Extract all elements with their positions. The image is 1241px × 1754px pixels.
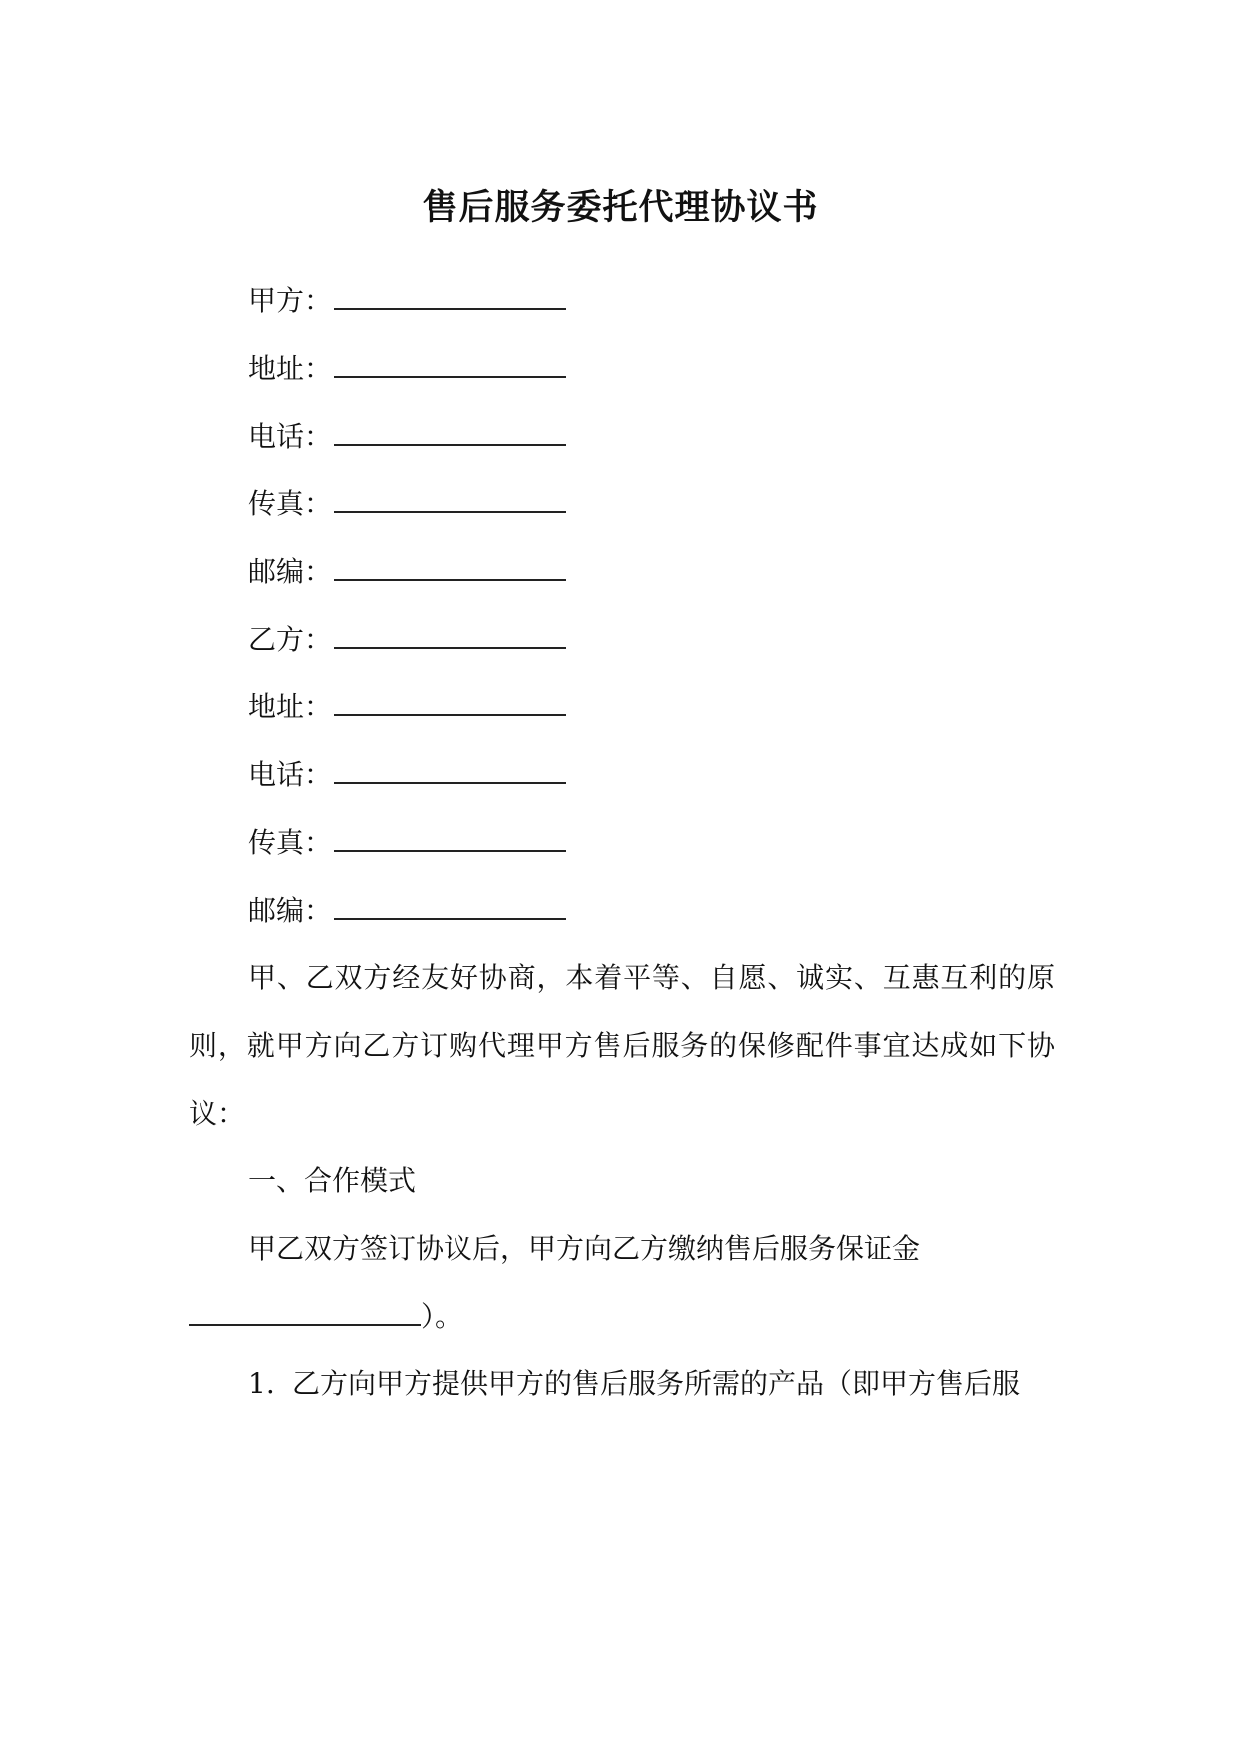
fill-blank <box>334 756 566 784</box>
section-paragraph-line-2 <box>189 1297 463 1337</box>
field-label: 传真： <box>248 487 333 520</box>
party-a-postcode-field <box>248 552 566 592</box>
field-label: 邮编： <box>248 555 333 588</box>
field-label: 传真： <box>248 826 333 859</box>
fill-blank <box>334 282 566 310</box>
closing-punctuation: ）。 <box>421 1300 464 1333</box>
party-b-name-field <box>248 620 566 660</box>
fill-blank <box>334 621 566 649</box>
intro-line-1: 甲、乙双方经友好协商，本着平等、自愿、诚实、互惠互利的原 <box>248 961 1055 994</box>
fill-blank <box>334 553 566 581</box>
field-label: 地址： <box>248 690 333 723</box>
intro-line-2: 则，就甲方向乙方订购代理甲方售后服务的保修配件事宜达成如下协 <box>189 1029 1055 1062</box>
party-b-fax-field <box>248 823 566 863</box>
fill-blank <box>334 485 566 513</box>
field-label: 邮编： <box>248 894 333 927</box>
party-a-phone-field <box>248 417 566 457</box>
party-a-address-field <box>248 349 566 389</box>
section-paragraph-line-1: 甲乙双方签订协议后，甲方向乙方缴纳售后服务保证金 <box>248 1232 921 1265</box>
document-title: 售后服务委托代理协议书 <box>422 187 819 228</box>
fill-blank <box>334 418 566 446</box>
fill-blank <box>189 1298 421 1326</box>
fill-blank <box>334 892 566 920</box>
field-label: 电话： <box>248 420 333 453</box>
fill-blank <box>334 824 566 852</box>
item-number: 1. <box>248 1367 275 1400</box>
section-heading: 一、合作模式 <box>248 1164 417 1197</box>
field-label: 乙方： <box>248 623 333 656</box>
party-b-address-field <box>248 687 566 727</box>
party-b-postcode-field <box>248 891 566 931</box>
numbered-item <box>248 1364 1055 1404</box>
field-label: 甲方： <box>248 284 333 317</box>
intro-line-3: 议： <box>189 1097 246 1130</box>
field-label: 地址： <box>248 352 333 385</box>
field-label: 电话： <box>248 758 333 791</box>
party-b-phone-field <box>248 755 566 795</box>
party-a-fax-field <box>248 484 566 524</box>
fill-blank <box>334 688 566 716</box>
fill-blank <box>334 350 566 378</box>
party-a-name-field <box>248 281 566 321</box>
item-text: 乙方向甲方提供甲方的售后服务所需的产品（即甲方售后服 <box>292 1367 1021 1400</box>
